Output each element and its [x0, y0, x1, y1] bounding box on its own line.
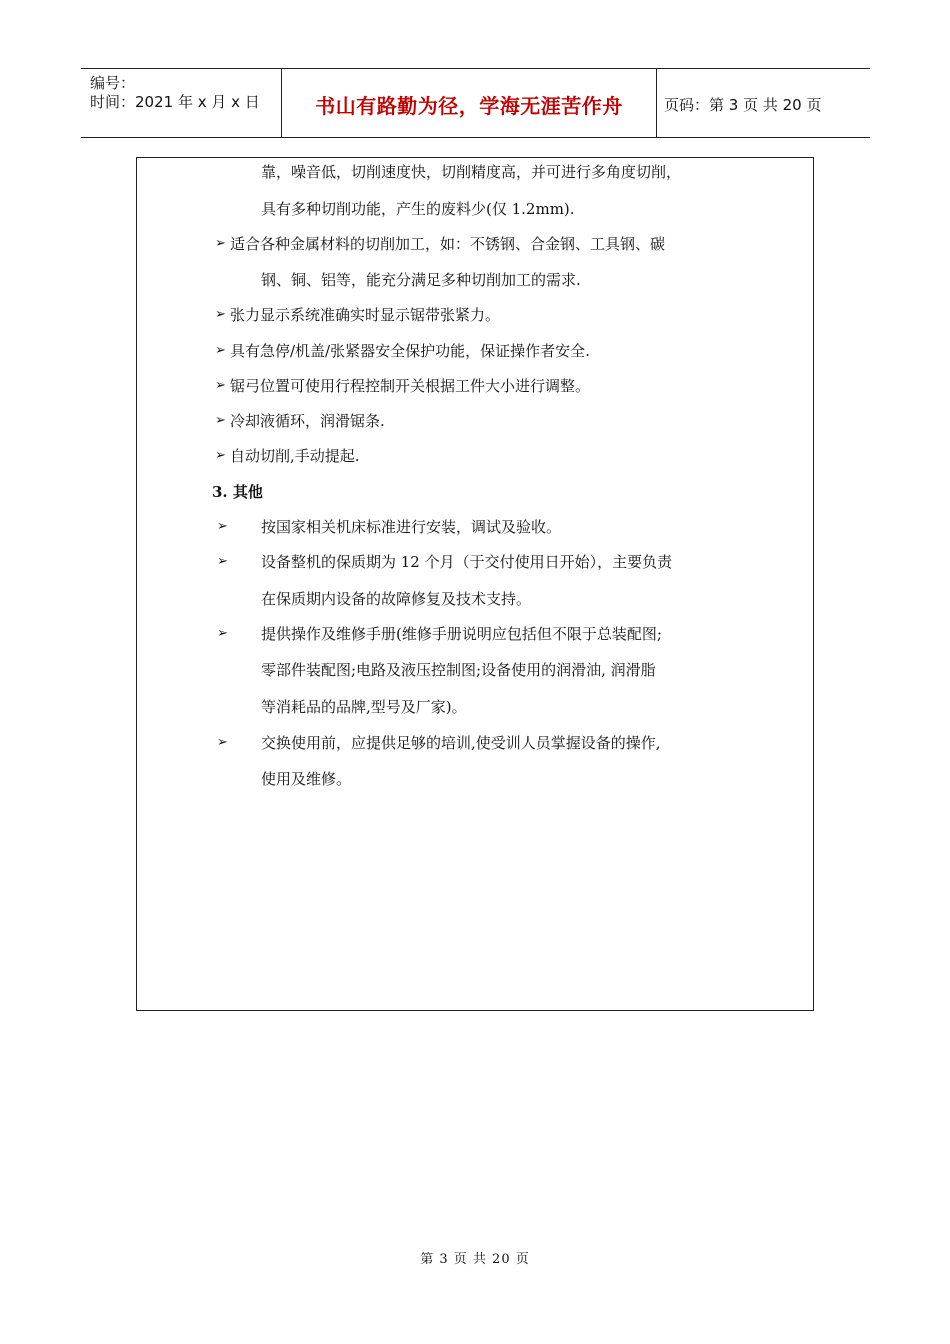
feature-line-7: 锯弓位置可使用行程控制开关根据工件大小进行调整。: [230, 377, 591, 395]
other-line-2b: 在保质期内设备的故障修复及技术支持。: [261, 590, 532, 608]
feature-line-4: 钢、铜、铝等，能充分满足多种切削加工的需求.: [261, 271, 581, 289]
header-motto: 书山有路勤为径，学海无涯苦作舟: [315, 94, 623, 118]
feature-line-2: 具有多种切削功能，产生的废料少(仅 1.2mm).: [261, 200, 575, 218]
header-left-cell: [81, 69, 281, 137]
arrow-bullet-icon: ➢: [215, 413, 226, 428]
arrow-bullet-icon: ➢: [217, 626, 228, 641]
other-line-3b: 零部件装配图;电路及液压控制图;设备使用的润滑油, 润滑脂: [261, 661, 656, 679]
document-date: 时间：2021 年 x 月 x 日: [90, 93, 260, 111]
feature-line-3: 适合各种金属材料的切削加工，如：不锈钢、合金钢、工具钢、碳: [230, 235, 666, 253]
other-line-1: 按国家相关机床标准进行安装，调试及验收。: [261, 518, 562, 536]
header-right-cell: [656, 69, 870, 137]
other-line-3a: 提供操作及维修手册(维修手册说明应包括但不限于总装配图;: [261, 625, 662, 643]
feature-line-8: 冷却液循环，润滑锯条.: [230, 412, 385, 430]
feature-line-1: 靠，噪音低，切削速度快，切削精度高，并可进行多角度切削，: [261, 163, 682, 181]
arrow-bullet-icon: ➢: [217, 519, 228, 534]
other-line-4a: 交换使用前，应提供足够的培训,使受训人员掌握设备的操作,: [261, 734, 661, 752]
other-line-4b: 使用及维修。: [261, 770, 352, 788]
header-center-cell: [281, 69, 657, 137]
feature-line-6: 具有急停/机盖/张紧器安全保护功能，保证操作者安全.: [230, 342, 590, 360]
feature-line-5: 张力显示系统准确实时显示锯带张紧力。: [230, 306, 501, 324]
arrow-bullet-icon: ➢: [217, 554, 228, 569]
arrow-bullet-icon: ➢: [217, 735, 228, 750]
document-header: [81, 68, 870, 138]
section-heading: 3. 其他: [212, 483, 263, 501]
arrow-bullet-icon: ➢: [215, 343, 226, 358]
document-number-label: 编号：: [90, 74, 136, 92]
feature-line-9: 自动切削,手动提起.: [230, 447, 360, 465]
other-line-3c: 等消耗品的品牌,型号及厂家)。: [261, 698, 467, 716]
arrow-bullet-icon: ➢: [215, 448, 226, 463]
arrow-bullet-icon: ➢: [215, 236, 226, 251]
arrow-bullet-icon: ➢: [215, 378, 226, 393]
page-footer: 第 3 页 共 20 页: [420, 1252, 530, 1267]
header-page-info: 页码：第 3 页 共 20 页: [664, 96, 822, 114]
other-line-2a: 设备整机的保质期为 12 个月（于交付使用日开始），主要负责: [261, 553, 673, 571]
arrow-bullet-icon: ➢: [215, 307, 226, 322]
